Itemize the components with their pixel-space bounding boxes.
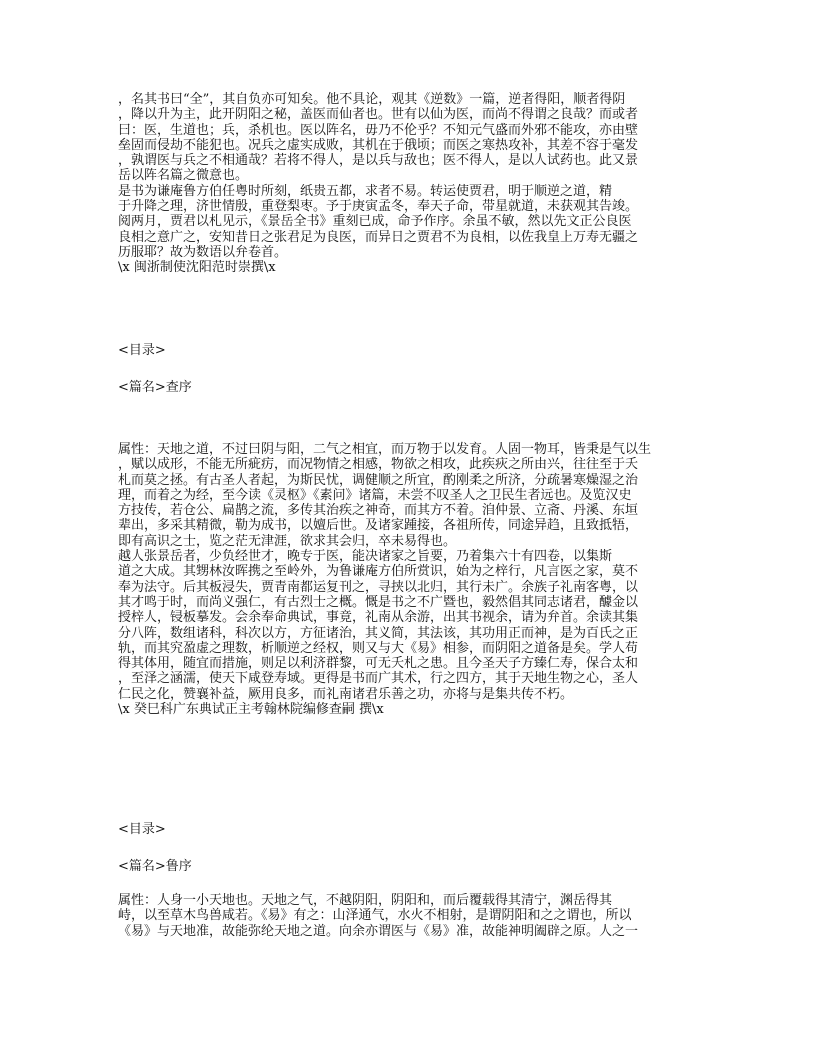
catalog-heading-1: <目录> bbox=[118, 343, 166, 358]
text-line: 于升降之理，济世情殷，重登梨枣。予于庚寅孟冬，奉天子命，带星就道，未获观其告竣。 bbox=[118, 199, 639, 215]
chapter-title-zha-preface: <篇名>查序 bbox=[118, 380, 192, 395]
text-line: ，孰谓医与兵之不相通哉？若将不得人，是以兵与敌也；医不得人，是以人试药也。此又景 bbox=[118, 153, 639, 169]
text-line: 是书为谦庵鲁方伯任粤时所刻，纸贵五都，求者不易。转运使贾君，明于顺逆之道，精 bbox=[118, 183, 613, 199]
text-line: 峙，以至草木鸟兽咸若。《易》有之：山泽通气，水火不相射，是谓阴阳和之之谓也，所以 bbox=[118, 908, 632, 924]
text-line: 越人张景岳者，少负经世才，晚专于医，能决诸家之旨要，乃着集六十有四卷，以集斯 bbox=[118, 549, 613, 565]
text-line: 垒固而侵劫不能犯也。况兵之虚实成败，其机在于俄顷；而医之寒热攻补，其差不容于毫发 bbox=[118, 137, 639, 153]
preface-lu-body bbox=[118, 893, 708, 939]
text-line: 属性：人身一小天地也。天地之气，不越阴阳，阴阳和，而后覆载得其清宁，渊岳得其 bbox=[118, 893, 613, 908]
text-line: 分八阵，数组诸科，科次以方，方征诸治，其义简，其法该，其功用正而神，是为百氏之正 bbox=[118, 625, 639, 641]
text-line: 奉为法守。后其板浸失，贾青南都运复刊之，寻挟以北归，其行未广。余族子礼南客粤，以 bbox=[118, 579, 639, 595]
text-line: 仁民之化，赞襄补益，厥用良多，而礼南诸君乐善之功，亦将与是集共传不朽。 bbox=[118, 686, 574, 702]
preface-zha-body bbox=[118, 442, 708, 717]
text-line: 方技传，若仓公、扁鹊之流，多传其治疾之神奇，而其方不着。洎仲景、立斋、丹溪、东垣 bbox=[118, 503, 639, 519]
preface-fan-continued bbox=[118, 92, 708, 276]
text-line: 轨，而其究盈虚之理数，析顺逆之经权，则又与大《易》相参，而阴阳之道备是矣。学人苟 bbox=[118, 640, 639, 656]
text-line: 即有高识之士，览之茫无津涯，欲求其会归，卒未易得也。 bbox=[118, 533, 457, 549]
text-line: 辈出，多采其精微，勒为成书，以嬗后世。及诸家踵接，各祖所传，同途异趋，且致抵牾， bbox=[118, 518, 639, 534]
text-line: 得其体用，随宜而措施，则足以利济群黎，可无夭札之患。且今圣天子方臻仁寿，保合太和 bbox=[118, 656, 639, 672]
text-line: 岳以阵名篇之微意也。 bbox=[118, 168, 249, 184]
text-line: 历服耶？故为数语以弁卷首。 bbox=[118, 244, 288, 260]
text-line: ，降以升为主，此开阴阳之秘，盖医而仙者也。世有以仙为医，而尚不得谓之良哉？而或者 bbox=[118, 107, 639, 123]
text-line: 阅两月，贾君以札见示，《景岳全书》重刻已成，命予作序。余虽不敏，然以先文正公良医 bbox=[118, 214, 632, 230]
text-line: 属性：天地之道，不过曰阴与阳，二气之相宜，而万物于以发育。人固一物耳，皆秉是气以生 bbox=[118, 442, 652, 457]
text-line: 授梓人，锓板摹发。会余奉命典试，事竟，礼南从余游，出其书视余，请为弁首。余读其集 bbox=[118, 610, 639, 626]
text-line: 理，而着之为经，至今读《灵枢》《素问》诸篇，未尝不叹圣人之卫民生者远也。及览汉史 bbox=[118, 487, 632, 503]
text-line: \x 闽浙制使沈阳范时崇撰\x bbox=[118, 260, 276, 276]
text-line: \x 癸巳科广东典试正主考翰林院编修查嗣 撰\x bbox=[118, 702, 384, 718]
text-line: 《易》与天地准，故能弥纶天地之道。向余亦谓医与《易》准，故能神明阖辟之原。人之一 bbox=[118, 923, 639, 939]
text-line: ，至泽之涵濡，使天下咸登寿域。更得是书而广其术，行之四方，其于天地生物之心，圣人 bbox=[118, 671, 639, 687]
text-line: ，名其书曰“全”，其自负亦可知矣。他不具论，观其《逆数》一篇，逆者得阳，顺者得阴 bbox=[118, 92, 626, 107]
catalog-heading-2: <目录> bbox=[118, 822, 166, 837]
text-line: 其才鸣于时，而尚义强仁，有古烈士之概。慨是书之不广暨也，毅然倡其同志诸君，醵金以 bbox=[118, 594, 639, 610]
text-line: 曰：医，生道也；兵，杀机也。医以阵名，毋乃不伦乎？不知元气盛而外邪不能攻，亦由壁 bbox=[118, 122, 639, 138]
text-line: 道之大成。其甥林汝晖携之至岭外，为鲁谦庵方伯所赏识，始为之梓行，凡言医之家，莫不 bbox=[118, 564, 639, 580]
chapter-title-lu-preface: <篇名>鲁序 bbox=[118, 859, 192, 874]
text-line: ，赋以成形，不能无所疵疠，而况物情之相感，物欲之相攻，此疾疢之所由兴，往往至于夭 bbox=[118, 457, 639, 473]
text-line: 札而莫之拯。有古圣人者起，为斯民忧，调健顺之所宜，酌刚柔之所济，分疏暑寒燥湿之治 bbox=[118, 472, 639, 488]
text-line: 良相之意广之，安知昔日之张君足为良医，而异日之贾君不为良相，以佐我皇上万寿无疆之 bbox=[118, 229, 639, 245]
